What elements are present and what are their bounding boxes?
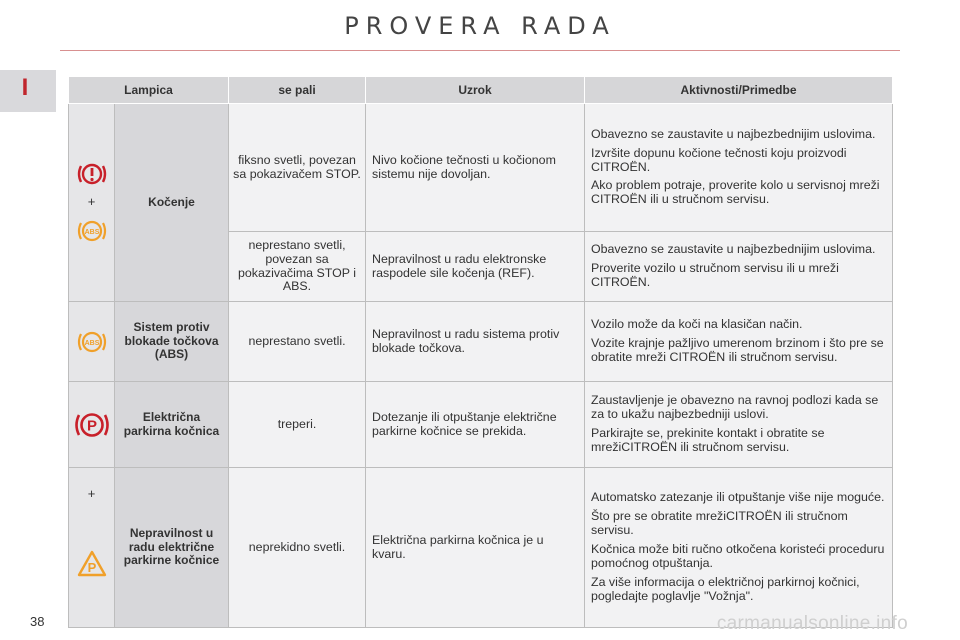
page-number: 38 <box>30 614 45 629</box>
aktivnosti-cell <box>585 468 893 628</box>
column-header-uzrok: Uzrok <box>366 77 585 104</box>
lamp-cell-parking-brake-fault <box>69 468 115 628</box>
column-header-lampica: Lampica <box>69 77 229 104</box>
chapter-letter: I <box>21 74 29 101</box>
lamp-name-parking-brake-fault: Nepravilnost u radu električne parkirne kočnice <box>115 468 229 628</box>
svetli-cell: treperi. <box>229 382 366 468</box>
svetli-cell: neprestano svetli. <box>229 302 366 382</box>
aktivnost-line: Parkirajte se, prekinite kontakt i obratite se mrežiCITROËN ili stručnom servisu. <box>591 426 825 454</box>
plus-sign: + <box>87 194 96 210</box>
lamp-name-parking-brake: Električna parkirna kočnica <box>115 382 229 468</box>
uzrok-cell: Nivo kočione tečnosti u kočionom sistemu nije dovoljan. <box>366 104 585 232</box>
table-row <box>69 468 893 628</box>
warning-lamps-table <box>68 76 893 628</box>
table-header-row <box>69 77 893 104</box>
aktivnost-line: Izvršite dopunu kočione tečnosti koju proizvodi CITROËN. <box>591 145 847 174</box>
watermark: carmanualsonline.info <box>716 613 908 634</box>
svg-text:P: P <box>86 417 97 434</box>
aktivnost-line: Što pre se obratite mrežiCITROËN ili stručnom servisu. <box>591 509 848 538</box>
table-row <box>69 104 893 232</box>
svetli-cell: neprestano svetli, povezan sa pokazivačima STOP i ABS. <box>229 232 366 302</box>
uzrok-cell: Električna parkirna kočnica je u kvaru. <box>366 468 585 628</box>
aktivnost-line: Proverite vozilo u stručnom servisu ili u mreži CITROËN. <box>591 261 839 289</box>
aktivnost-line: Zaustavljenje je obavezno na ravnoj podlozi kada se za to ukažu najbezbedniji uslovi. <box>591 393 879 422</box>
aktivnost-line: Za više informacija o električnoj parkirnoj kočnici, pogledajte poglavlje "Vožnja". <box>591 574 860 603</box>
title-divider <box>60 50 900 51</box>
lamp-name-abs: Sistem protiv blokade točkova (ABS) <box>115 302 229 382</box>
lamp-cell-parking-brake <box>69 382 115 468</box>
table-row <box>69 302 893 382</box>
page-title: PROVERA RADA <box>344 12 616 40</box>
plus-sign: + <box>87 486 96 502</box>
lamp-cell-abs <box>69 302 115 382</box>
aktivnosti-cell <box>585 382 893 468</box>
svg-text:ABS: ABS <box>84 339 99 347</box>
parking-brake-icon <box>74 410 110 440</box>
aktivnost-line: Vozite krajnje pažljivo umerenom brzinom i što pre se obratite mreži CITROËN ili stručnom servisu. <box>591 336 884 364</box>
aktivnosti-cell <box>585 104 893 232</box>
aktivnosti-cell <box>585 302 893 382</box>
uzrok-cell: Nepravilnost u radu elektronske raspodele sile kočenja (REF). <box>366 232 585 302</box>
column-header-se-pali: se pali <box>229 77 366 104</box>
aktivnost-line: Ako problem potraje, proverite kolo u servisnoj mreži CITROËN ili u stručnom servisu. <box>591 178 880 207</box>
aktivnost-line: Obavezno se zaustavite u najbezbednijim uslovima. <box>591 242 876 257</box>
column-header-aktivnosti: Aktivnosti/Primedbe <box>585 77 893 104</box>
abs-icon <box>77 218 107 244</box>
uzrok-cell: Dotezanje ili otpuštanje električne parkirne kočnice se prekida. <box>366 382 585 468</box>
brake-warning-icon <box>77 161 107 187</box>
aktivnost-line: Kočnica može biti ručno otkočena koristeći proceduru pomoćnog otpuštanja. <box>591 542 885 570</box>
abs-icon <box>77 329 107 355</box>
table-row <box>69 382 893 468</box>
svetli-cell: fiksno svetli, povezan sa pokazivačem STOP. <box>229 104 366 232</box>
aktivnost-line: Automatsko zatezanje ili otpuštanje više nije moguće. <box>591 490 885 505</box>
svg-text:P: P <box>87 559 96 575</box>
lamp-name-kocenje: Kočenje <box>115 104 229 302</box>
svetli-cell: neprekidno svetli. <box>229 468 366 628</box>
parking-brake-fault-icon <box>77 550 107 578</box>
uzrok-cell: Nepravilnost u radu sistema protiv blokade točkova. <box>366 302 585 382</box>
aktivnosti-cell <box>585 232 893 302</box>
svg-text:ABS: ABS <box>84 228 99 236</box>
aktivnost-line: Obavezno se zaustavite u najbezbednijim uslovima. <box>591 126 876 141</box>
lamp-cell-kocenje <box>69 104 115 302</box>
aktivnost-line: Vozilo može da koči na klasičan način. <box>591 317 803 332</box>
